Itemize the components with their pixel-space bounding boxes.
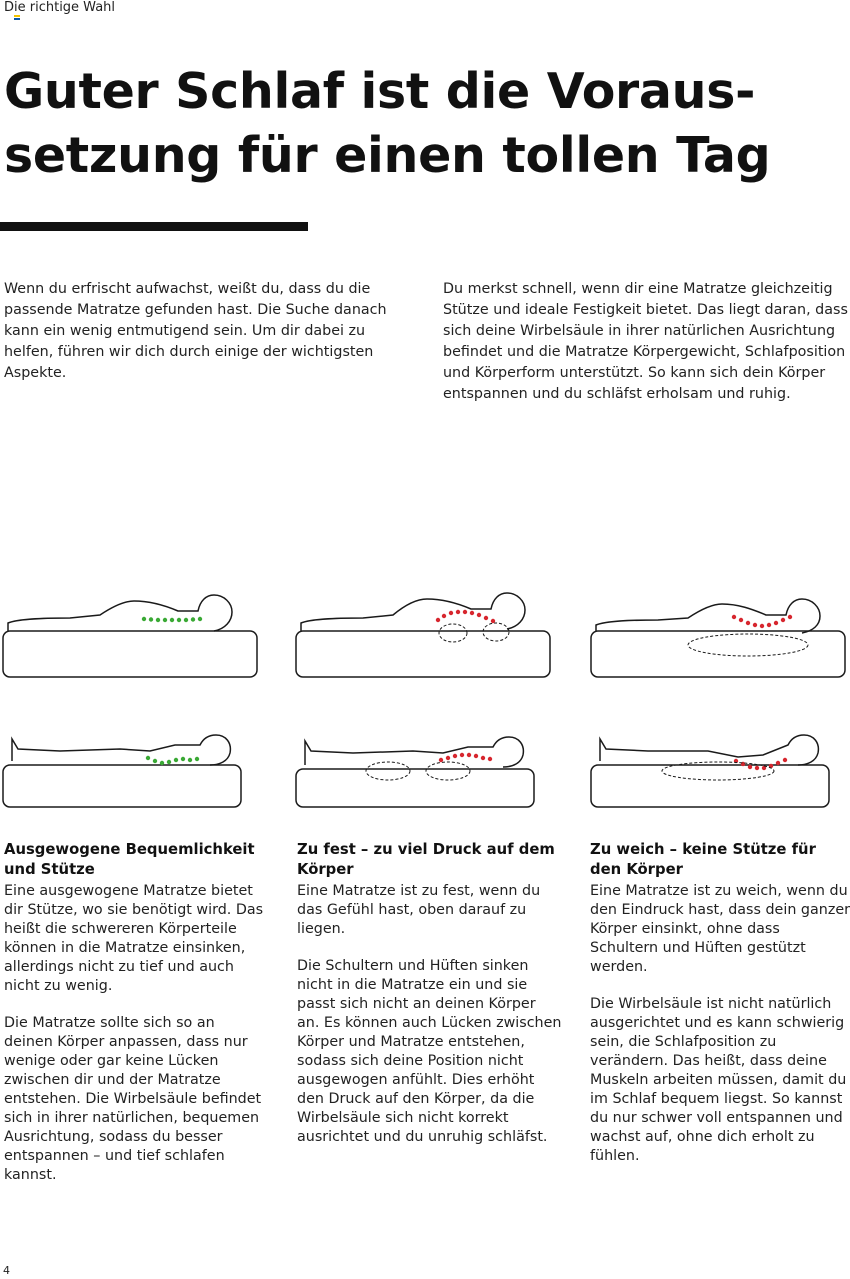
column-title: Zu fest – zu viel Druck auf dem Körper: [297, 841, 555, 878]
intro-paragraph-right: Du merkst schnell, wenn dir eine Matratze gleichzeitig Stütze und ideale Festigkeit bietet. Das liegt daran, dass sich deine Wirbelsäule in ihrer natürlichen Ausrichtung befindet und die Matratze Körpergewicht, Schlafposition und Körperform unterstützt. So kann sich dein Körper entspannen und du schläfst erholsam und ruhig.: [443, 281, 848, 402]
column-paragraph: Eine Matratze ist zu fest, wenn du das Gefühl hast, oben darauf zu liegen.: [297, 883, 541, 937]
column-paragraph: Die Wirbelsäule ist nicht natürlich ausgerichtet und es kann schwierig sein, die Schlafposition zu verändern. Das heißt, dass deine Muskeln arbeiten müssen, damit du im Schlaf bequem liegst. So kannst du nur schwer voll entspannen und wachst auf, ohne dich erholt zu fühlen.: [590, 996, 847, 1164]
column-title: Ausgewogene Bequemlichkeit und Stütze: [4, 841, 255, 878]
flag-accent-yellow: [14, 15, 20, 17]
mattress-icon: [591, 765, 829, 807]
spine-dots-good-icon: [142, 617, 202, 622]
body-outline-icon: [8, 595, 232, 631]
body-outline-icon: [596, 599, 820, 633]
page-number: 4: [3, 1264, 10, 1277]
side-sleeper-too-soft-illustration: [588, 585, 848, 680]
column-paragraph: Die Matratze sollte sich so an deinen Körper anpassen, dass nur wenige oder gar keine Lücken zwischen dir und der Matratze entstehen. Die Wirbelsäule befindet sich in ihrer natürlichen, bequemen Ausrichtung, sodass du besser entspannen – und tief schlafen kannst.: [4, 1015, 262, 1183]
page-title: [4, 60, 770, 188]
mattress-icon: [3, 631, 257, 677]
spine-dots-bad-icon: [439, 753, 492, 762]
mattress-icon: [3, 765, 241, 807]
column-paragraph: Eine ausgewogene Matratze bietet dir Stütze, wo sie benötigt wird. Das heißt die schwereren Körperteile können in die Matratze einsinken, allerdings nicht zu tief und auch nicht zu wenig.: [4, 883, 264, 994]
mattress-icon: [296, 631, 550, 677]
column-too-soft: [590, 840, 850, 1184]
section-label: [4, 0, 115, 15]
spine-dots-good-icon: [146, 756, 199, 765]
body-outline-icon: [301, 593, 525, 631]
section-label-text: Die richtige Wahl: [4, 0, 116, 15]
flag-accent-blue: [14, 18, 20, 20]
title-underline: [0, 222, 308, 231]
page-title-line-1: Guter Schlaf ist die Voraus-: [4, 63, 756, 120]
spine-dots-bad-icon: [732, 615, 792, 628]
page-title-line-2: setzung für einen tollen Tag: [4, 127, 771, 184]
mattress-icon: [591, 631, 845, 677]
side-sleeper-too-firm-illustration: [293, 585, 553, 680]
body-outline-icon: [305, 737, 523, 767]
back-sleeper-balanced-illustration: [0, 725, 260, 815]
column-paragraph: Die Schultern und Hüften sinken nicht in die Matratze ein und sie passt sich nicht an deinen Körper an. Es können auch Lücken zwischen Körper und Matratze entstehen, sodass sich deine Position nicht ausgewogen anfühlt. Dies erhöht den Druck auf den Körper, da die Wirbelsäule sich nicht korrekt ausrichtet und du unruhig schläfst.: [297, 958, 562, 1145]
mattress-icon: [296, 769, 534, 807]
intro-paragraph-left: Wenn du erfrischt aufwachst, weißt du, dass du die passende Matratze gefunden hast. Die Suche danach kann ein wenig entmutigend sein. Um dir dabei zu helfen, führen wir dich durch einige der wichtigsten Aspekte.: [4, 281, 387, 381]
column-title: Zu weich – keine Stütze für den Körper: [590, 841, 816, 878]
column-balanced: [4, 840, 266, 1203]
column-paragraph: Eine Matratze ist zu weich, wenn du den Eindruck hast, dass dein ganzer Körper einsinkt, ohne dass Schultern und Hüften gestützt werden.: [590, 883, 850, 975]
back-sleeper-too-firm-illustration: [293, 725, 553, 815]
spine-dots-bad-icon: [436, 610, 495, 623]
side-sleeper-balanced-illustration: [0, 585, 260, 680]
back-sleeper-too-soft-illustration: [588, 725, 848, 815]
column-too-firm: [297, 840, 562, 1165]
